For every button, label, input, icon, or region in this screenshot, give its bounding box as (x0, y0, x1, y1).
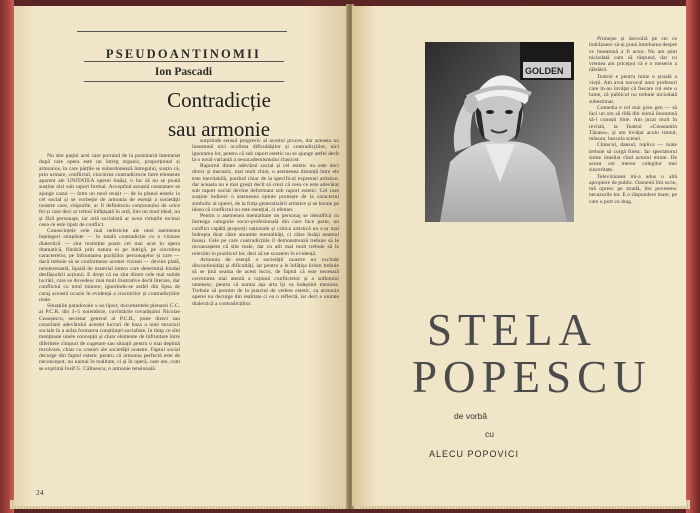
paragraph: surprinde sensul progresiv al acestui proces, dar aceasta nu înseamnă nici ocolirea dificultăților și contradicțiilor, nici ignorarea lor, pentru că sub raport estetic nu se ajunge astfel decît la o nouă variantă a neoacademismului clasicist. (192, 138, 339, 163)
left-page (14, 6, 348, 506)
right-page (352, 6, 686, 506)
article-title-line1: Contradicție (167, 88, 271, 112)
paragraph: Situațiile paradoxale x-au lipsit; documentele plenarei C.C. al P.C.R. din 3–5 noiembrie, cuvîntările tovarășului Nicolae Ceaușescu, secretar general al P.C.R., pune direct sau consiliate adevărului acestei lucruri de baza a unei structuri sociale în a arăta formarea conștiinței socialiste, în timp ce sînt menținute unele concepții și chiar elemente de înfruntare între diferitele cîmpuri de cugetare sau situații pentru o mai deplină rezolvare, chiar cu costuri ale societății noastre. Faptul social decurge din faptul estetic pentru că armonia perfectă este de neconceput, nu numai în realitate, ci și în operă, care are, cum se exprimă Iosif G. Călinescu, o armonie tensională. (39, 303, 180, 372)
subject-last-name: POPESCU (412, 352, 652, 402)
paragraph: Primește și dezvoltă pe cei ce îndrăznesc să-și pună întrebarea despre ce înseamnă a fi actor. Nu am știut niciodată cum să răspund, dar cu vremea am priceput că e o meserie a răbdării. (589, 36, 677, 74)
paragraph: Armonia de esență a societății noastre nu exclude discontinuități și dificultăți, iar pentru a le înfățișa lirism trebuie să se țină seama de acest lucru, de faptul că este necesară cercetarea mai atentă a rațiunii conflictelor și a sufletului omenesc, pentru că numai așa arta își va îndeplini menirea. Trebuie să pornim de la punctul de vedere estetic, ca armonia operei nu decurge din realitate ci ea o reflectă, iar deci e unitate dialectică a contradicțiilor. (192, 256, 339, 307)
paragraph: Comedia e cel mai greu gen — să faci un om să rîdă din inimă înseamnă să-l cunoști bine. Am jucat mult în revistă, la Teatrul «Constantin Tănase», și am învățat acolo ritmul, măsura, bucuria scenei. (589, 104, 677, 142)
interview-byline-prefix: de vorbă (454, 411, 488, 421)
article-author: Ion Pascadi (154, 66, 213, 78)
header-rule-top (84, 61, 284, 62)
article-column-left (39, 153, 180, 456)
paragraph: Televiziunea mi-a adus o altă apropiere de public. Oamenii îmi scriu, mă opresc pe stradă, îmi povestesc necazurile lor. E o răspundere mare, pe care o port cu drag. (589, 173, 677, 205)
photo-sign-text: GOLDEN (525, 66, 564, 76)
article-title-line2: sau armonie (167, 117, 271, 141)
cover-edge-left (0, 0, 14, 513)
paragraph: Cîntecul, dansul, replica — toate trebuie să curgă firesc. Iar spectatorul simte imediat cînd actorul minte. De aceea cer mereu colegilor mei sinceritate. (589, 142, 677, 174)
paragraph: Nu sînt puțini acei care pornind de la postularul întemeiat după care opera este un întreg organic, proporțional și armonios, în care părțile se subordonează întregului, susțin că, prin urmare, conflictul, ciocnirea contradictorie între elemente aparent ale UNITATEA operei însăși, o fac să nu se poată susține nici sub raport formal. Acceptînd această constatare se ajunge cazul — între un mod reușit — de la planul estetic la cel social și se vorbește de armonia de esență a societății noastre care, chipurile, ar fi definitoriu conținutului de orice fel și care deci ar trebui înfățișată în artă, într-un mod ideal, nu și fără personaje, iar artă socialistă ar avea virtuțile tocmai ceea ce este lipsit de conflict. (39, 153, 180, 228)
cover-edge-right (686, 0, 700, 513)
paragraph: Consecințele cele mai nefericite ale unei asemenea înțelegeri simpliste — în totală contradicție cu o viziune dialectică — sînt resimțite poate cel mai acut în opera dramatică, fiindcă prin natura ei pe intrigă, pe ciocnirea caracterelor, pe înfruntarea pozițiilor personajelor și care — dacă trebuie să se conformeze acestei viziuni — devine plată, neinteresantă, lipsită de material intern care determină fondul desfășurării acțiunii. E drept că nu sînt dintre cele mai solide lucrări, care se dovedesc mai mult ilustrative decît literare, dar conflictul cu totul minore, ignorîndu-se astfel din lipsa de curaj această ocazie în evidență a ciocnirilor și contradicțiilor reale. (39, 228, 180, 303)
paragraph: Raportul dintre adevărul social și cel estetic nu este deci direct și mecanic, mai mult chiar, o asemenea distanță între ele este inevitabilă, purtînd chiar de la specificul expresiei artistice, dar aceasta nu e mai greșit decît să crezi că ceea ce este adevărat sub raport social devine deformant sub raport estetic. Cel care susține indirect o asemenea opinie pornește de la caracterul simbolic al operei, de la forța generalizării artistice și se bizuie pe ideea că conflictul nu este esențial, ci efemer. (192, 163, 339, 213)
page-number: 24 (36, 488, 44, 497)
paragraph: Teatrul e pentru mine o școală a vieții. Am avut norocul unor profesori care m-au învățat că fiecare rol este o lume, că publicul nu trebuie niciodată subestimat. (589, 73, 677, 105)
header-rule-bottom (84, 81, 284, 82)
paragraph: Pentru o asemenea mentalitate un personaj se identifică cu întreaga categorie socio-profesională din care face parte, un conflict capătă proporții naționale și critica artistică nu s-ar mai îndrepta doar către anumite mentalități, ci către însăși neamul însuși. Cele pe care contradicțiile îl demonstrează trebuie să le recunoaștem că sînt reale, dar cu atît mai mult trebuie să le relevăm în pozitivul lor, deci să ne scoatem în evidență. (192, 213, 339, 257)
interviewer-name: ALECU POPOVICI (429, 449, 520, 459)
portrait-photo (425, 42, 574, 222)
interview-byline-with: cu (485, 429, 494, 439)
article-column-right (192, 138, 339, 454)
subject-first-name: STELA (427, 305, 597, 355)
interview-column (589, 36, 677, 478)
portrait-photo-drawing (425, 42, 574, 222)
series-title: PSEUDOANTINOMII (105, 47, 262, 61)
